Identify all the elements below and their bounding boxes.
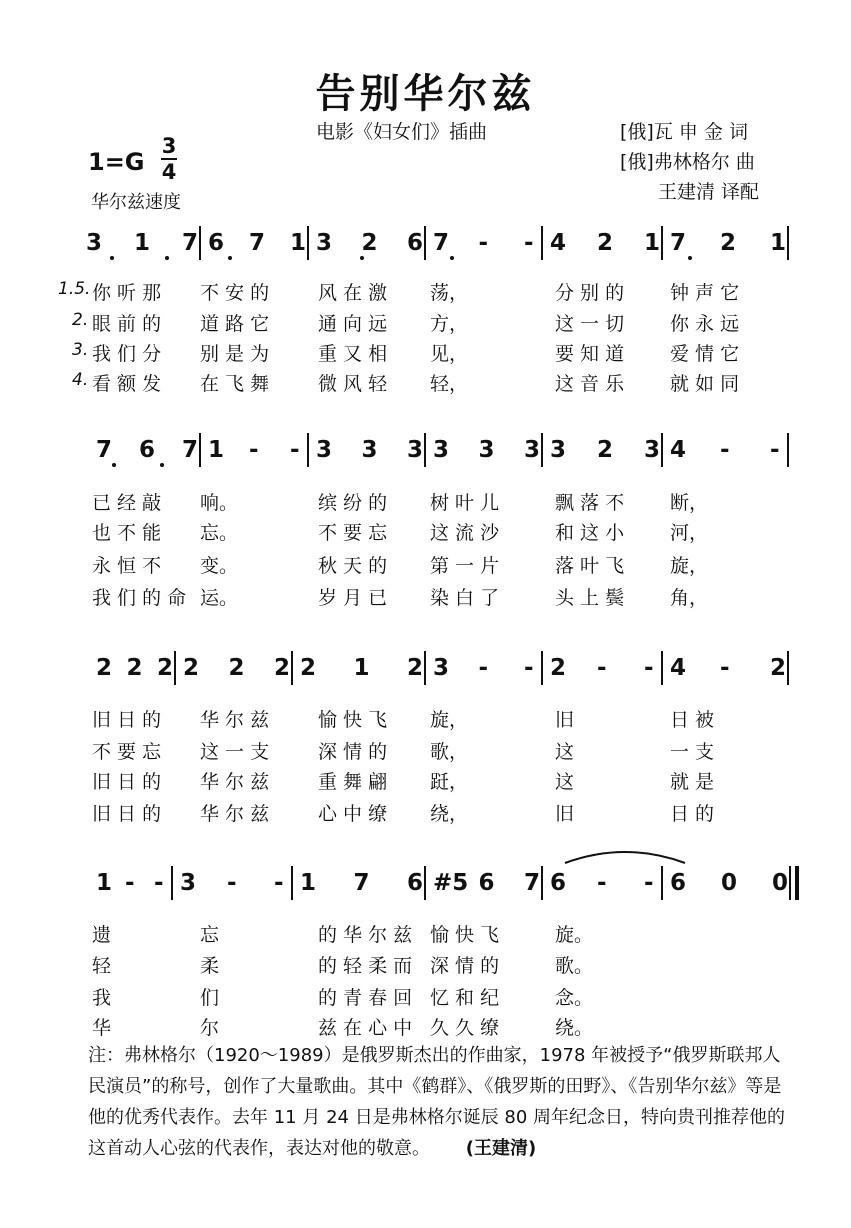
note: #5 [433,870,469,896]
note: 3 [316,230,333,256]
note: 2 [550,655,567,681]
lyric-cell: 我 们 的 命 [92,587,187,609]
note: 2 [597,230,614,256]
note: - [227,870,237,896]
note: 1 [96,870,113,896]
lyric-cell: 第 一 片 [430,555,500,577]
key-signature: 1=G [88,148,145,176]
note: - [720,437,730,463]
note: 7 [96,437,113,463]
note: 2 [274,655,291,681]
lyric-cell: 荡， [430,282,469,304]
note: 2 [157,655,174,681]
lyric-cell: 这 一 支 [200,741,270,763]
barline [424,433,426,467]
lyric-cell: 道 路 它 [200,313,270,335]
note: 0 [721,870,738,896]
lyric-cell: 这 [555,771,575,793]
lyric-cell: 落 叶 飞 [555,555,625,577]
note: 2 [183,655,200,681]
time-signature-top: 3 [161,134,177,158]
lyric-cell: 旧 日 的 [92,771,162,793]
lyric-cell: 爱 情 它 [670,343,740,365]
note: 6 [670,870,687,896]
song-subtitle: 电影《妇女们》插曲 [316,121,488,143]
lyric-cell: 响。 [200,492,239,514]
lyric-cell: 旧 [555,803,575,825]
note: 3 [644,437,661,463]
lyric-cell: 一 支 [670,741,715,763]
note: 4 [670,437,687,463]
lyric-cell: 的 轻 柔 而 [318,955,413,977]
footnote [88,1040,788,1164]
note: 6 [208,230,225,256]
lyric-cell: 念。 [555,987,594,1009]
translator-credit: 王建清 译配 [658,181,760,203]
lyric-cell: 轻 [92,955,112,977]
lyric-cell: 永 恒 不 [92,555,162,577]
lyric-cell: 染 白 了 [430,587,500,609]
note: 3 [180,870,197,896]
note: 3 [361,437,378,463]
lyric-cell: 愉 快 飞 [430,924,500,946]
lyric-cell: 华 尔 兹 [200,771,270,793]
lyric-cell: 旋。 [555,924,594,946]
lyric-cell: 日 被 [670,709,715,731]
lyric-cell: 华 尔 兹 [200,803,270,825]
time-signature-bottom: 4 [161,160,177,184]
note: 7 [182,230,199,256]
note: 3 [316,437,333,463]
lyric-cell: 微 风 轻 [318,373,388,395]
lyric-cell: 秋 天 的 [318,555,388,577]
note: - [125,870,135,896]
barline [661,866,663,900]
barline [424,226,426,260]
lyric-cell: 就 如 同 [670,373,740,395]
barline [787,226,789,260]
lyric-cell: 也 不 能 [92,522,162,544]
note: - [478,655,489,681]
barline [307,433,309,467]
note: 7 [182,437,199,463]
octave-dot [450,256,454,260]
barline [541,226,543,260]
note: 4 [550,230,567,256]
note: 6 [139,437,156,463]
note: 3 [433,437,450,463]
lyric-cell: 绕。 [555,1017,594,1039]
composer-credit: [俄]弗林格尔 曲 [620,151,755,173]
lyricist-credit: [俄]瓦 申 金 词 [620,121,748,143]
barline [541,433,543,467]
note: 6 [478,870,495,896]
note: - [154,870,164,896]
barline [789,866,791,900]
barline [424,866,426,900]
lyric-cell: 眼 前 的 [92,313,162,335]
lyric-cell: 见， [430,343,469,365]
final-barline [795,866,799,900]
barline [171,866,173,900]
lyric-cell: 你 听 那 [92,282,162,304]
note: 2 [96,655,113,681]
note: 1 [353,655,370,681]
lyric-cell: 华 尔 兹 [200,709,270,731]
lyric-cell: 尔 [200,1017,220,1039]
lyric-cell: 深 情 的 [430,955,500,977]
note: - [524,655,534,681]
lyric-cell: 角， [670,587,709,609]
verse-label: 2. [72,310,89,330]
lyric-cell: 这 音 乐 [555,373,625,395]
note: - [597,655,607,681]
octave-dot [228,256,232,260]
lyric-cell: 旧 日 的 [92,709,162,731]
note: - [720,655,730,681]
lyric-cell: 你 永 远 [670,313,740,335]
note: 7 [249,230,266,256]
octave-dot [688,256,692,260]
lyric-cell: 钟 声 它 [670,282,740,304]
lyric-cell: 忘 [200,924,220,946]
octave-dot [360,256,364,260]
lyric-cell: 旧 日 的 [92,803,162,825]
lyric-cell: 通 向 远 [318,313,388,335]
barline [787,651,789,685]
barline [661,651,663,685]
note: 2 [228,655,245,681]
note: 7 [353,870,370,896]
lyric-cell: 日 的 [670,803,715,825]
note: - [644,870,654,896]
barline [291,651,293,685]
note: - [290,437,300,463]
song-title: 告别华尔兹 [315,71,536,117]
note: 0 [772,870,789,896]
note: 2 [126,655,143,681]
lyric-cell: 运。 [200,587,239,609]
octave-dot [110,256,114,260]
barline [661,226,663,260]
note: 2 [597,437,614,463]
lyric-cell: 华 [92,1017,112,1039]
lyric-cell: 柔 [200,955,220,977]
note: 2 [720,230,737,256]
tempo-marking: 华尔兹速度 [91,192,181,213]
note: - [249,437,259,463]
lyric-cell: 的 青 春 回 [318,987,413,1009]
note: 1 [770,230,787,256]
lyric-cell: 歌。 [555,955,594,977]
note: 2 [770,655,787,681]
barline [661,433,663,467]
lyric-cell: 岁 月 已 [318,587,388,609]
note: 7 [524,870,541,896]
note: 4 [670,655,687,681]
lyric-cell: 变。 [200,555,239,577]
lyric-cell: 已 经 敲 [92,492,162,514]
note: 1 [208,437,225,463]
barline [291,866,293,900]
note: - [524,230,534,256]
lyric-cell: 树 叶 儿 [430,492,500,514]
note: 7 [433,230,450,256]
barline [199,433,201,467]
barline [424,651,426,685]
lyric-cell: 我 们 分 [92,343,162,365]
barline [174,651,176,685]
lyric-cell: 歌， [430,741,469,763]
note: - [770,437,780,463]
verse-label: 3. [72,340,89,360]
lyric-cell: 心 中 缭 [318,803,388,825]
lyric-cell: 这 流 沙 [430,522,500,544]
lyric-cell: 就 是 [670,771,715,793]
note: 3 [478,437,495,463]
barline [541,866,543,900]
footnote-signature: (王建清) [465,1138,537,1159]
lyric-cell: 方， [430,313,469,335]
barline [787,433,789,467]
lyric-cell: 这 [555,741,575,763]
note: 3 [86,230,103,256]
lyric-cell: 断， [670,492,709,514]
lyric-cell: 跹， [430,771,469,793]
note: 1 [290,230,307,256]
barline [307,226,309,260]
lyric-cell: 们 [200,987,220,1009]
time-signature [158,135,180,183]
lyric-cell: 不 要 忘 [318,522,388,544]
lyric-cell: 忆 和 纪 [430,987,500,1009]
note: 1 [134,230,151,256]
lyric-cell: 重 舞 翩 [318,771,388,793]
lyric-cell: 深 情 的 [318,741,388,763]
footnote-text: 注：弗林格尔（1920～1989）是俄罗斯杰出的作曲家，1978 年被授予“俄罗斯联邦人民演员”的称号，创作了大量歌曲。其中《鹤群》、《俄罗斯的田野》、《告别华尔兹》等是他的优秀代表作。去年 11 月 24 日是弗林格尔诞辰 80 周年纪念日，特向贵刊推荐他的这首动人心弦的代表作，表达对他的敬意。 [88,1045,786,1159]
lyric-cell: 遗 [92,924,112,946]
lyric-cell: 忘。 [200,522,239,544]
lyric-cell: 分 别 的 [555,282,625,304]
lyric-cell: 头 上 鬓 [555,587,625,609]
lyric-cell: 愉 快 飞 [318,709,388,731]
note: 3 [524,437,541,463]
octave-dot [165,256,169,260]
note: 2 [300,655,317,681]
lyric-cell: 绕， [430,803,469,825]
lyric-cell: 别 是 为 [200,343,270,365]
lyric-cell: 飘 落 不 [555,492,625,514]
lyric-cell: 旧 [555,709,575,731]
lyric-cell: 看 额 发 [92,373,162,395]
lyric-cell: 河， [670,522,709,544]
lyric-cell: 不 安 的 [200,282,270,304]
note: - [274,870,284,896]
verse-label: 4. [72,370,89,390]
note: 7 [670,230,687,256]
note: 2 [361,230,378,256]
barline [199,226,201,260]
note: 1 [644,230,661,256]
lyric-cell: 这 一 切 [555,313,625,335]
lyric-cell: 久 久 缭 [430,1017,500,1039]
lyric-cell: 旋， [430,709,469,731]
lyric-cell: 我 [92,987,112,1009]
lyric-cell: 的 华 尔 兹 [318,924,413,946]
note: 2 [407,655,424,681]
verse-label: 1.5. [58,279,91,299]
note: - [644,655,654,681]
note: 3 [550,437,567,463]
note: 3 [433,655,450,681]
barline [541,651,543,685]
lyric-cell: 风 在 激 [318,282,388,304]
tie-arc [560,845,690,865]
lyric-cell: 旋， [670,555,709,577]
note: 6 [407,870,424,896]
note: 3 [407,437,424,463]
octave-dot [112,463,116,467]
lyric-cell: 要 知 道 [555,343,625,365]
lyric-cell: 轻， [430,373,469,395]
lyric-cell: 和 这 小 [555,522,625,544]
note: - [478,230,489,256]
note: - [597,870,607,896]
lyric-cell: 在 飞 舞 [200,373,270,395]
note: 1 [300,870,317,896]
lyric-cell: 兹 在 心 中 [318,1017,413,1039]
lyric-cell: 重 又 相 [318,343,388,365]
lyric-cell: 不 要 忘 [92,741,162,763]
lyric-cell: 缤 纷 的 [318,492,388,514]
note: 6 [550,870,567,896]
octave-dot [160,463,164,467]
note: 6 [407,230,424,256]
